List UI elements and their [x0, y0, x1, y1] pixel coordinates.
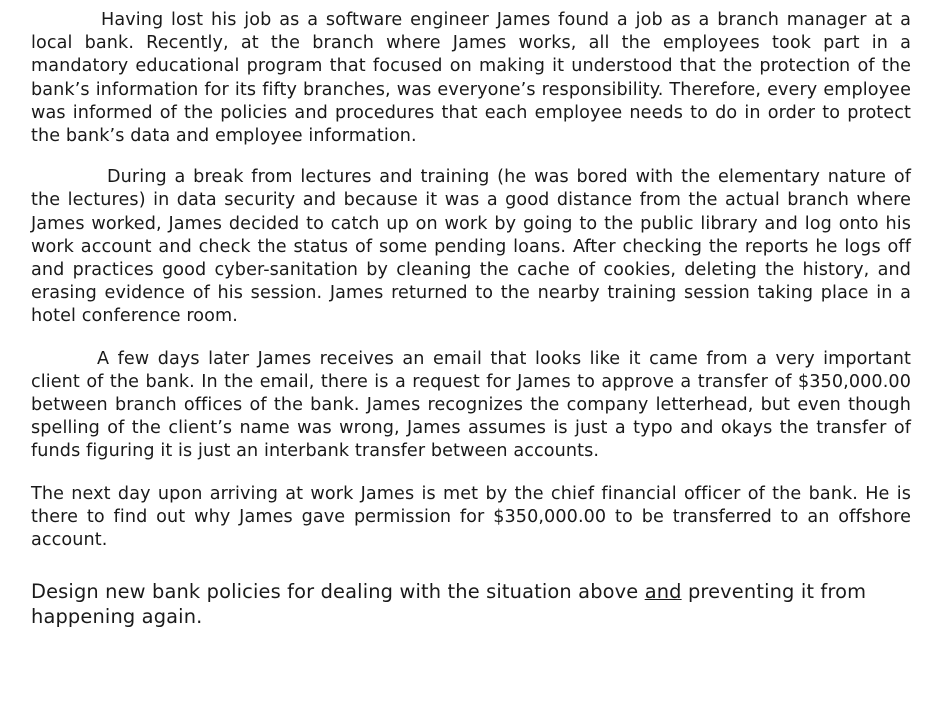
task-prompt-end: preventing it from happening again. — [31, 580, 867, 629]
paragraph-cfo-meeting: The next day upon arriving at work James is met by the chief financial officer of the bank. He is there to find out why James gave permission for $350,000.00 to be transferred to an offshore account. — [31, 483, 911, 551]
paragraph-job-and-training: Having lost his job as a software engineer James found a job as a branch manager at a local bank. Recently, at the branch where James works, all the employees took part in a mandatory educational program that focused on making it understood that the protection of the bank’s information for its fifty branches, was everyone’s responsibility. Therefore, every employee was informed of the policies and procedures that each employee needs to do in order to protect the bank’s data and employee information. — [31, 10, 911, 147]
paragraph-phishing-email: A few days later James receives an email that looks like it came from a very important client of the bank. In the email, there is a request for James to approve a transfer of $350,000.00 between branch offices of the bank. James recognizes the company letterhead, but even though spelling of the client’s name was wrong, James assumes is just a typo and okays the transfer of funds figuring it is just an interbank transfer between accounts. — [31, 348, 911, 462]
task-prompt — [31, 579, 911, 629]
document-page — [31, 9, 911, 629]
task-prompt-start: Design new bank policies for dealing with the situation above — [31, 580, 645, 604]
task-prompt-emphasis: and — [644, 580, 682, 604]
paragraph-library-session: During a break from lectures and training (he was bored with the elementary nature of the lectures) in data security and because it was a good distance from the actual branch where James worked, James decided to catch up on work by going to the public library and log onto his work account and check the status of some pending loans. After checking the reports he logs off and practices good cyber-sanitation by cleaning the cache of cookies, deleting the history, and erasing evidence of his session. James returned to the nearby training session taking place in a hotel conference room. — [31, 167, 911, 327]
